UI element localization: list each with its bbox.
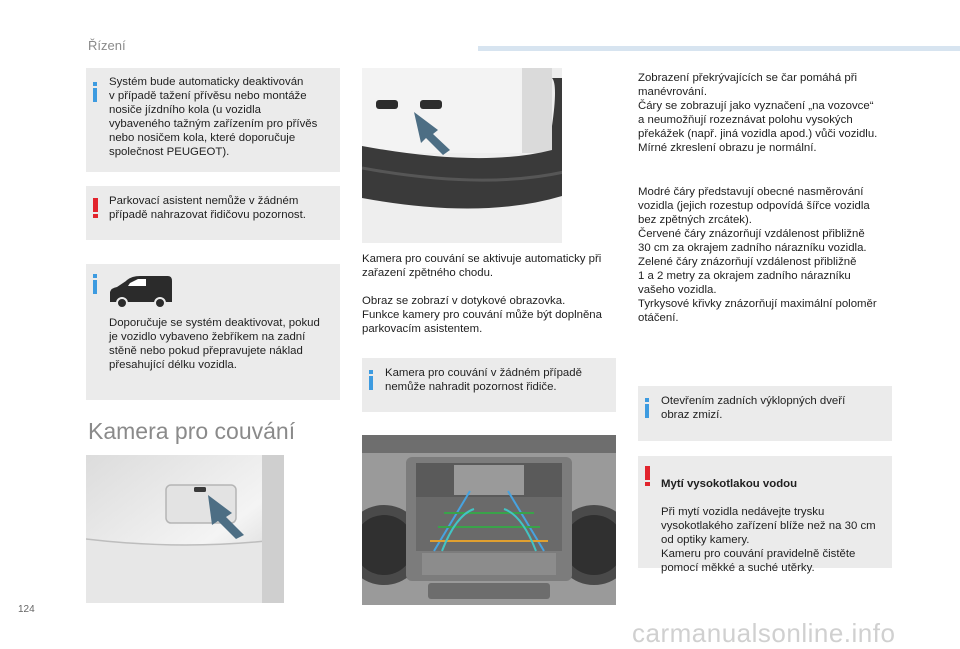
header-accent-bar xyxy=(478,46,960,51)
section-heading: Kamera pro couvání xyxy=(88,418,296,444)
warning-title: Mytí vysokotlakou vodou xyxy=(661,478,798,490)
info-text: Kamera pro couvání v žádném případě nemůže nahradit pozornost řidiče. xyxy=(385,367,582,393)
info-box xyxy=(86,68,340,172)
info-box xyxy=(362,358,616,412)
section-title: Řízení xyxy=(88,38,126,53)
warning-icon xyxy=(645,466,650,486)
warning-body: Při mytí vozidla nedávejte trysku vysokotlakého zařízení blíže než na 30 cm od optiky kamery. Kameru pro couvání pravidelně čistěte pomocí měkké a suché utěrky. xyxy=(661,506,876,574)
info-icon xyxy=(645,398,649,418)
warning-text: Parkovací asistent nemůže v žádném případě nahrazovat řidičovu pozornost. xyxy=(109,195,306,221)
rear-bumper-illustration xyxy=(362,68,616,243)
van-icon xyxy=(108,272,174,310)
info-icon xyxy=(93,274,97,294)
body-paragraph: Obraz se zobrazí v dotykové obrazovka. Funkce kamery pro couvání může být doplněna parkovacím asistentem. xyxy=(362,295,602,335)
info-text: Systém bude automaticky deaktivován v případě tažení přívěsu nebo montáže nosiče jízdního kola (u vozidla vybaveného tažným zařízením pro přívěs nebo nosičem kola, které doporučuje společnost PEUGEOT). xyxy=(109,76,318,158)
warning-icon xyxy=(93,198,98,218)
page-number: 124 xyxy=(18,604,35,615)
body-paragraph: Zobrazení překrývajících se čar pomáhá při manévrování. Čáry se zobrazují jako vyznačení „na vozovce“ a neumožňují rozeznávat polohu vysokých překážek (např. jiná vozidla apod.) vůči vozidlu. Mírné zkreslení obrazu je normální. xyxy=(638,72,878,154)
camera-location-illustration xyxy=(86,455,284,603)
info-text: Doporučuje se systém deaktivovat, pokud je vozidlo vybaveno žebříkem na zadní stěně nebo pokud přepravujete náklad přesahující délku vozidla. xyxy=(109,317,320,371)
info-icon xyxy=(93,82,97,102)
body-paragraph: Kamera pro couvání se aktivuje automaticky při zařazení zpětného chodu. xyxy=(362,253,602,279)
warning-text xyxy=(661,463,889,575)
info-box xyxy=(638,386,892,441)
warning-box xyxy=(638,456,892,574)
body-paragraph: Modré čáry představují obecné nasměrování vozidla (jejich rozestup odpovídá šířce vozidla bez zpětných zrcátek). Červené čáry znázorňují vzdálenost přibližně 30 cm za okrajem zadního nárazníku vozidla. Zelené čáry znázorňují vzdálenost přibližně 1 a 2 metry za okrajem zadního nárazníku vašeho vozidla. Tyrkysové křivky znázorňují maximální poloměr otáčení. xyxy=(638,186,877,324)
warning-box xyxy=(86,186,340,240)
info-box xyxy=(86,264,340,400)
info-icon xyxy=(369,370,373,390)
watermark: carmanualsonline.info xyxy=(632,618,896,648)
info-text: Otevřením zadních výklopných dveří obraz zmizí. xyxy=(661,395,846,421)
reversing-camera-screen-illustration xyxy=(362,435,616,605)
